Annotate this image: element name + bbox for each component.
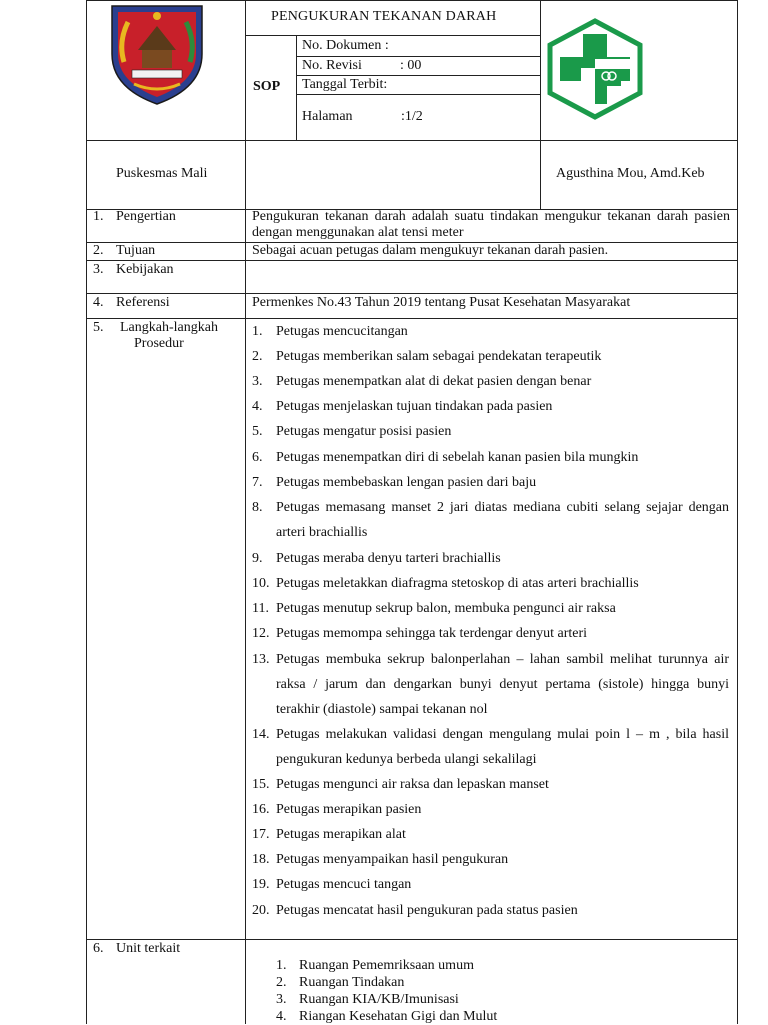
step-text: Petugas menjelaskan tujuan tindakan pada pasien — [276, 399, 553, 414]
no-revisi-label: No. Revisi — [302, 58, 362, 73]
step-text: Petugas memberikan salam sebagai pendekatan terapeutik — [276, 349, 602, 364]
step-number: 1. — [252, 324, 263, 339]
step-number: 12. — [252, 626, 270, 641]
procedure-step — [252, 419, 729, 444]
step-text: Petugas mencucitangan — [276, 324, 408, 339]
procedure-step — [252, 898, 729, 923]
step-number: 10. — [252, 576, 270, 591]
step-number: 14. — [252, 727, 270, 742]
step-text: Petugas merapikan alat — [276, 827, 406, 842]
no-revisi-value: : 00 — [400, 58, 422, 73]
step-text: Petugas mencatat hasil pengukuran pada status pasien — [276, 903, 578, 918]
step-number: 18. — [252, 852, 270, 867]
step-text: Petugas membebaskan lengan pasien dari baju — [276, 475, 537, 490]
step-text: Petugas memompa sehingga tak terdengar denyut arteri — [276, 626, 588, 641]
section-num-5: 5. — [93, 320, 104, 335]
section-text-tujuan: Sebagai acuan petugas dalam mengukuyr tekanan darah pasien. — [252, 243, 609, 258]
section-text-referensi: Permenkes No.43 Tahun 2019 tentang Pusat Kesehatan Masyarakat — [252, 295, 631, 310]
step-text: Petugas melakukan validasi dengan mengulang mulai poin l – m , bila hasil pengukuran kedunya berbeda ulangi sekalilagi — [276, 727, 729, 767]
unit-text: Riangan Kesehatan Gigi dan Mulut — [299, 1009, 498, 1024]
section-label-unit-terkait: Unit terkait — [116, 941, 181, 956]
procedure-step — [252, 394, 729, 419]
step-text: Petugas merapikan pasien — [276, 802, 422, 817]
step-text: Petugas meletakkan diafragma stetoskop di atas arteri brachiallis — [276, 576, 639, 591]
halaman-label: Halaman — [302, 109, 353, 124]
procedure-step — [252, 546, 729, 571]
step-text: Petugas mencuci tangan — [276, 877, 412, 892]
procedure-step — [252, 847, 729, 872]
procedure-step — [252, 872, 729, 897]
unit-item — [276, 1008, 497, 1025]
unit-number: 2. — [276, 975, 287, 990]
step-number: 2. — [252, 349, 263, 364]
procedure-step — [252, 621, 729, 646]
section-num-3: 3. — [93, 262, 104, 277]
section-num-4: 4. — [93, 295, 104, 310]
procedure-step — [252, 772, 729, 797]
unit-text: Ruangan KIA/KB/Imunisasi — [299, 992, 459, 1007]
puskesmas-logo — [545, 18, 645, 120]
procedure-step — [252, 571, 729, 596]
unit-item — [276, 991, 459, 1008]
procedure-step — [252, 470, 729, 495]
sop-label: SOP — [253, 79, 281, 94]
section-label-referensi: Referensi — [116, 295, 170, 310]
step-number: 3. — [252, 374, 263, 389]
step-number: 9. — [252, 551, 263, 566]
section-label-prosedur: Prosedur — [134, 336, 184, 351]
unit-text: Ruangan Tindakan — [299, 975, 405, 990]
step-number: 20. — [252, 903, 270, 918]
step-number: 11. — [252, 601, 269, 616]
step-number: 19. — [252, 877, 270, 892]
procedure-step — [252, 445, 729, 470]
tanggal-terbit: Tanggal Terbit: — [302, 77, 388, 92]
step-text: Petugas menempatkan alat di dekat pasien dengan benar — [276, 374, 592, 389]
step-text: Petugas menempatkan diri di sebelah kanan pasien bila mungkin — [276, 450, 639, 465]
procedure-step — [252, 596, 729, 621]
kabupaten-alor-logo — [104, 2, 210, 106]
section-num-1: 1. — [93, 209, 104, 224]
step-text: Petugas menutup sekrup balon, membuka pengunci air raksa — [276, 601, 616, 616]
procedure-step — [252, 647, 729, 722]
step-text: Petugas membuka sekrup balonperlahan – lahan sambil melihat turunnya air raksa / jarum dan dengarkan bunyi denyut pertama (sistole) hingga bunyi terakhir (diastole) sampai tekanan nol — [276, 652, 729, 717]
step-number: 8. — [252, 500, 263, 515]
procedure-step — [252, 319, 729, 344]
halaman-value: :1/2 — [401, 109, 423, 124]
procedure-step — [252, 369, 729, 394]
procedure-step — [252, 797, 729, 822]
procedure-step — [252, 344, 729, 369]
step-number: 6. — [252, 450, 263, 465]
unit-number: 1. — [276, 958, 287, 973]
procedure-step — [252, 722, 729, 772]
step-text: Petugas memasang manset 2 jari diatas mediana cubiti selang sejajar dengan arteri brachiallis — [276, 500, 729, 540]
step-text: Petugas menyampaikan hasil pengukuran — [276, 852, 509, 867]
step-number: 7. — [252, 475, 263, 490]
section-label-tujuan: Tujuan — [116, 243, 156, 258]
section-label-pengertian: Pengertian — [116, 209, 176, 224]
unit-item — [276, 957, 474, 974]
section-label-langkah: Langkah-langkah — [120, 320, 218, 335]
section-label-kebijakan: Kebijakan — [116, 262, 174, 277]
puskesmas-name: Puskesmas Mali — [116, 166, 208, 181]
section-num-2: 2. — [93, 243, 104, 258]
step-number: 5. — [252, 424, 263, 439]
procedure-step — [252, 495, 729, 545]
section-num-6: 6. — [93, 941, 104, 956]
unit-number: 4. — [276, 1009, 287, 1024]
signatory-name: Agusthina Mou, Amd.Keb — [556, 166, 705, 181]
unit-number: 3. — [276, 992, 287, 1007]
no-dokumen: No. Dokumen : — [302, 38, 389, 53]
step-text: Petugas mengunci air raksa dan lepaskan manset — [276, 777, 549, 792]
section-text-pengertian: Pengukuran tekanan darah adalah suatu tindakan mengukur tekanan darah pasien dengan menggunakan alat tensi meter — [252, 209, 730, 240]
step-number: 16. — [252, 802, 270, 817]
document-title: PENGUKURAN TEKANAN DARAH — [271, 9, 497, 24]
step-number: 17. — [252, 827, 270, 842]
step-text: Petugas mengatur posisi pasien — [276, 424, 452, 439]
unit-item — [276, 974, 404, 991]
step-number: 13. — [252, 652, 270, 667]
step-text: Petugas meraba denyu tarteri brachiallis — [276, 551, 501, 566]
unit-text: Ruangan Pememriksaan umum — [299, 958, 474, 973]
step-number: 4. — [252, 399, 263, 414]
procedure-step — [252, 822, 729, 847]
step-number: 15. — [252, 777, 270, 792]
